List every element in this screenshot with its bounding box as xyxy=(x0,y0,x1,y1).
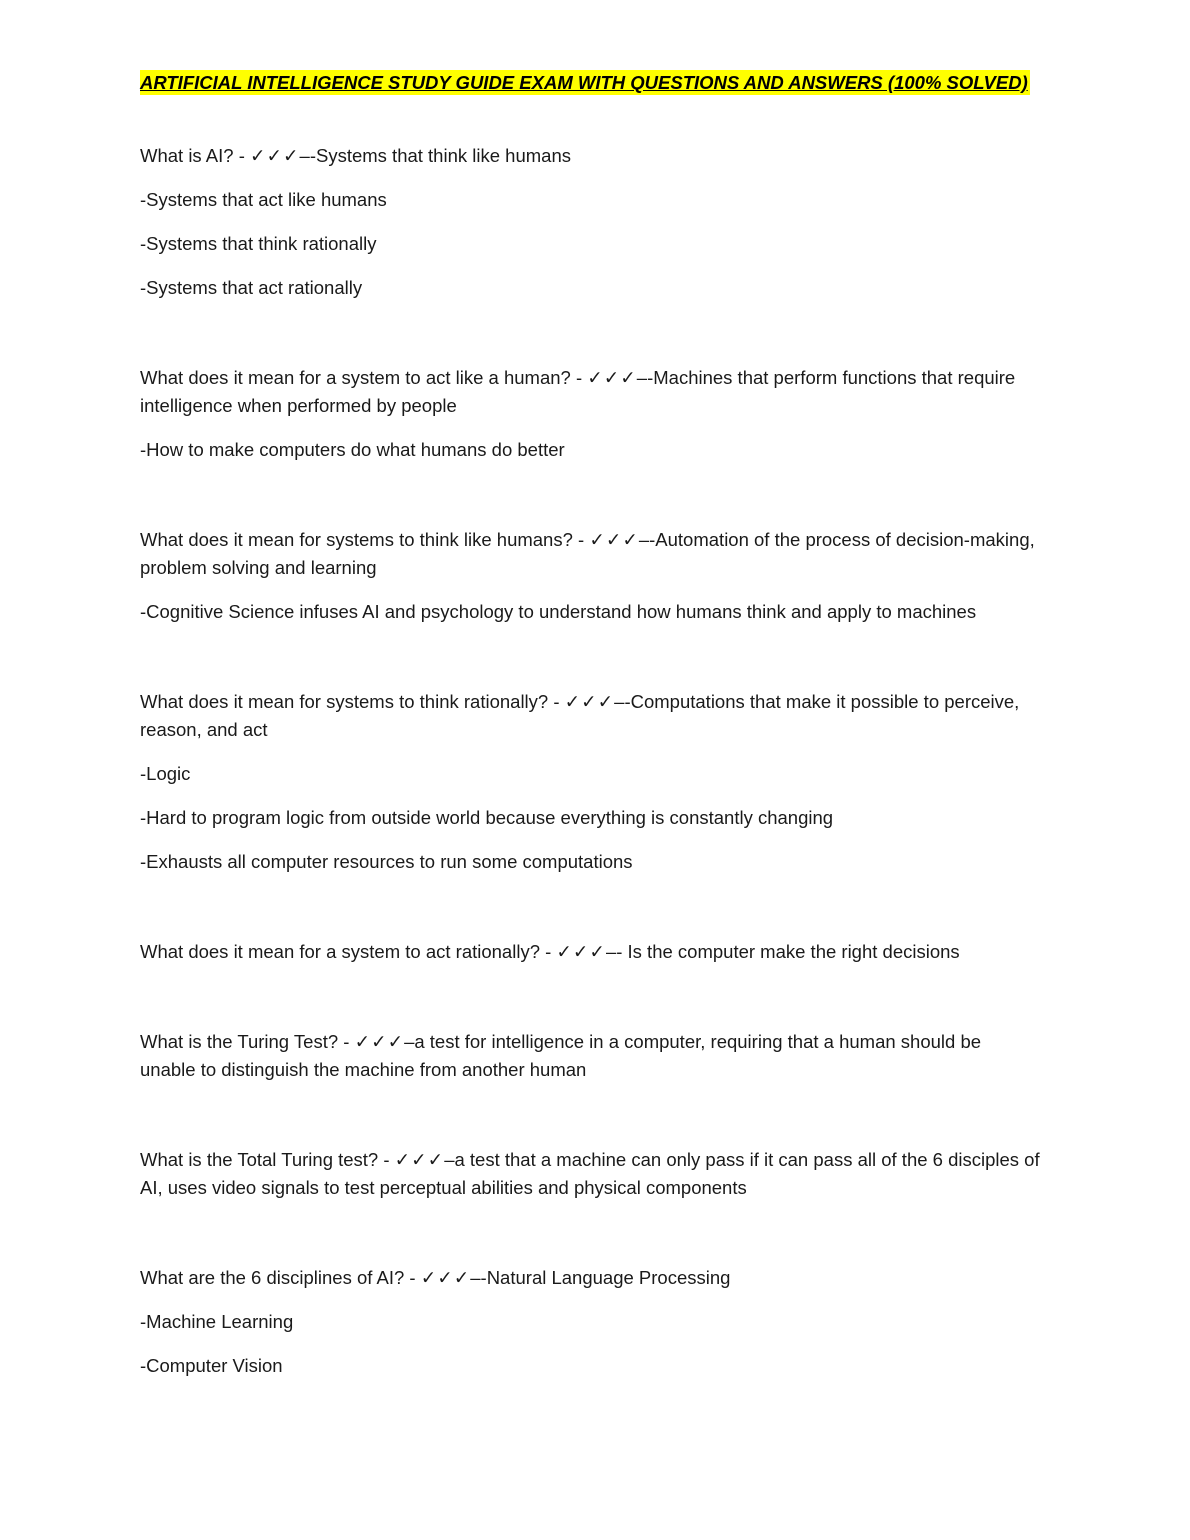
qa-item xyxy=(140,1264,1040,1380)
answer-line: -Computer Vision xyxy=(140,1355,283,1376)
question-text: What is AI? - xyxy=(140,145,251,166)
qa-item xyxy=(140,938,1040,966)
check-marks-icon: ✓✓✓ xyxy=(420,1267,471,1288)
check-marks-icon: ✓✓✓ xyxy=(587,367,637,388)
answer-line: -Logic xyxy=(140,763,191,784)
answer-line: -Systems that act like humans xyxy=(140,189,387,210)
document-title: ARTIFICIAL INTELLIGENCE STUDY GUIDE EXAM WITH QUESTIONS AND ANSWERS (100% SOLVED) xyxy=(140,72,1028,93)
answer-text: –a test for intelligence in a computer, requiring that a human should be unable to distinguish the machine from another human xyxy=(140,1031,982,1080)
answer-text: –-Systems that think like humans xyxy=(299,145,571,166)
question-text: What is the Total Turing test? - xyxy=(140,1149,395,1170)
answer-line: -Cognitive Science infuses AI and psychology to understand how humans think and apply to machines xyxy=(140,601,977,622)
answer-text: –a test that a machine can only pass if it can pass all of the 6 disciples of AI, uses video signals to test perceptual abilities and physical components xyxy=(140,1149,1040,1198)
qa-item xyxy=(140,1028,1040,1084)
answer-text: –-Machines that perform functions that require intelligence when performed by people xyxy=(140,367,1016,416)
check-marks-icon: ✓✓✓ xyxy=(394,1149,445,1170)
question-text: What are the 6 disciplines of AI? - xyxy=(140,1267,421,1288)
answer-line: -Systems that act rationally xyxy=(140,277,363,298)
question-text: What does it mean for systems to think like humans? - xyxy=(140,529,590,550)
answer-text: –-Computations that make it possible to perceive, reason, and act xyxy=(140,691,1020,740)
qa-question-line xyxy=(140,688,1040,744)
qa-item xyxy=(140,142,1040,302)
qa-question-line xyxy=(140,142,1040,170)
qa-item xyxy=(140,1146,1040,1202)
answer-text: –- Is the computer make the right decisions xyxy=(605,941,960,962)
qa-question-line xyxy=(140,1146,1040,1202)
answer-text: –-Natural Language Processing xyxy=(470,1267,731,1288)
question-text: What does it mean for a system to act rationally? - xyxy=(140,941,557,962)
answer-line: -Systems that think rationally xyxy=(140,233,377,254)
answer-line: -Machine Learning xyxy=(140,1311,294,1332)
qa-list xyxy=(140,142,1040,1380)
qa-question-line xyxy=(140,1028,1040,1084)
check-marks-icon: ✓✓✓ xyxy=(589,529,639,550)
qa-item xyxy=(140,526,1040,626)
answer-text: –-Automation of the process of decision-making, problem solving and learning xyxy=(140,529,1035,578)
check-marks-icon: ✓✓✓ xyxy=(250,145,300,166)
check-marks-icon: ✓✓✓ xyxy=(564,691,615,712)
answer-line: -Exhausts all computer resources to run some computations xyxy=(140,851,633,872)
qa-question-line xyxy=(140,364,1040,420)
qa-item xyxy=(140,364,1040,464)
qa-item xyxy=(140,688,1040,876)
check-marks-icon: ✓✓✓ xyxy=(556,941,606,962)
question-text: What is the Turing Test? - xyxy=(140,1031,355,1052)
question-text: What does it mean for a system to act like a human? - xyxy=(140,367,588,388)
question-text: What does it mean for systems to think rationally? - xyxy=(140,691,565,712)
document-page xyxy=(140,70,1040,1442)
check-marks-icon: ✓✓✓ xyxy=(354,1031,405,1052)
qa-question-line xyxy=(140,526,1040,582)
answer-line: -How to make computers do what humans do better xyxy=(140,439,565,460)
qa-question-line xyxy=(140,1264,1040,1292)
qa-question-line xyxy=(140,938,1040,966)
answer-line: -Hard to program logic from outside world because everything is constantly changing xyxy=(140,807,834,828)
